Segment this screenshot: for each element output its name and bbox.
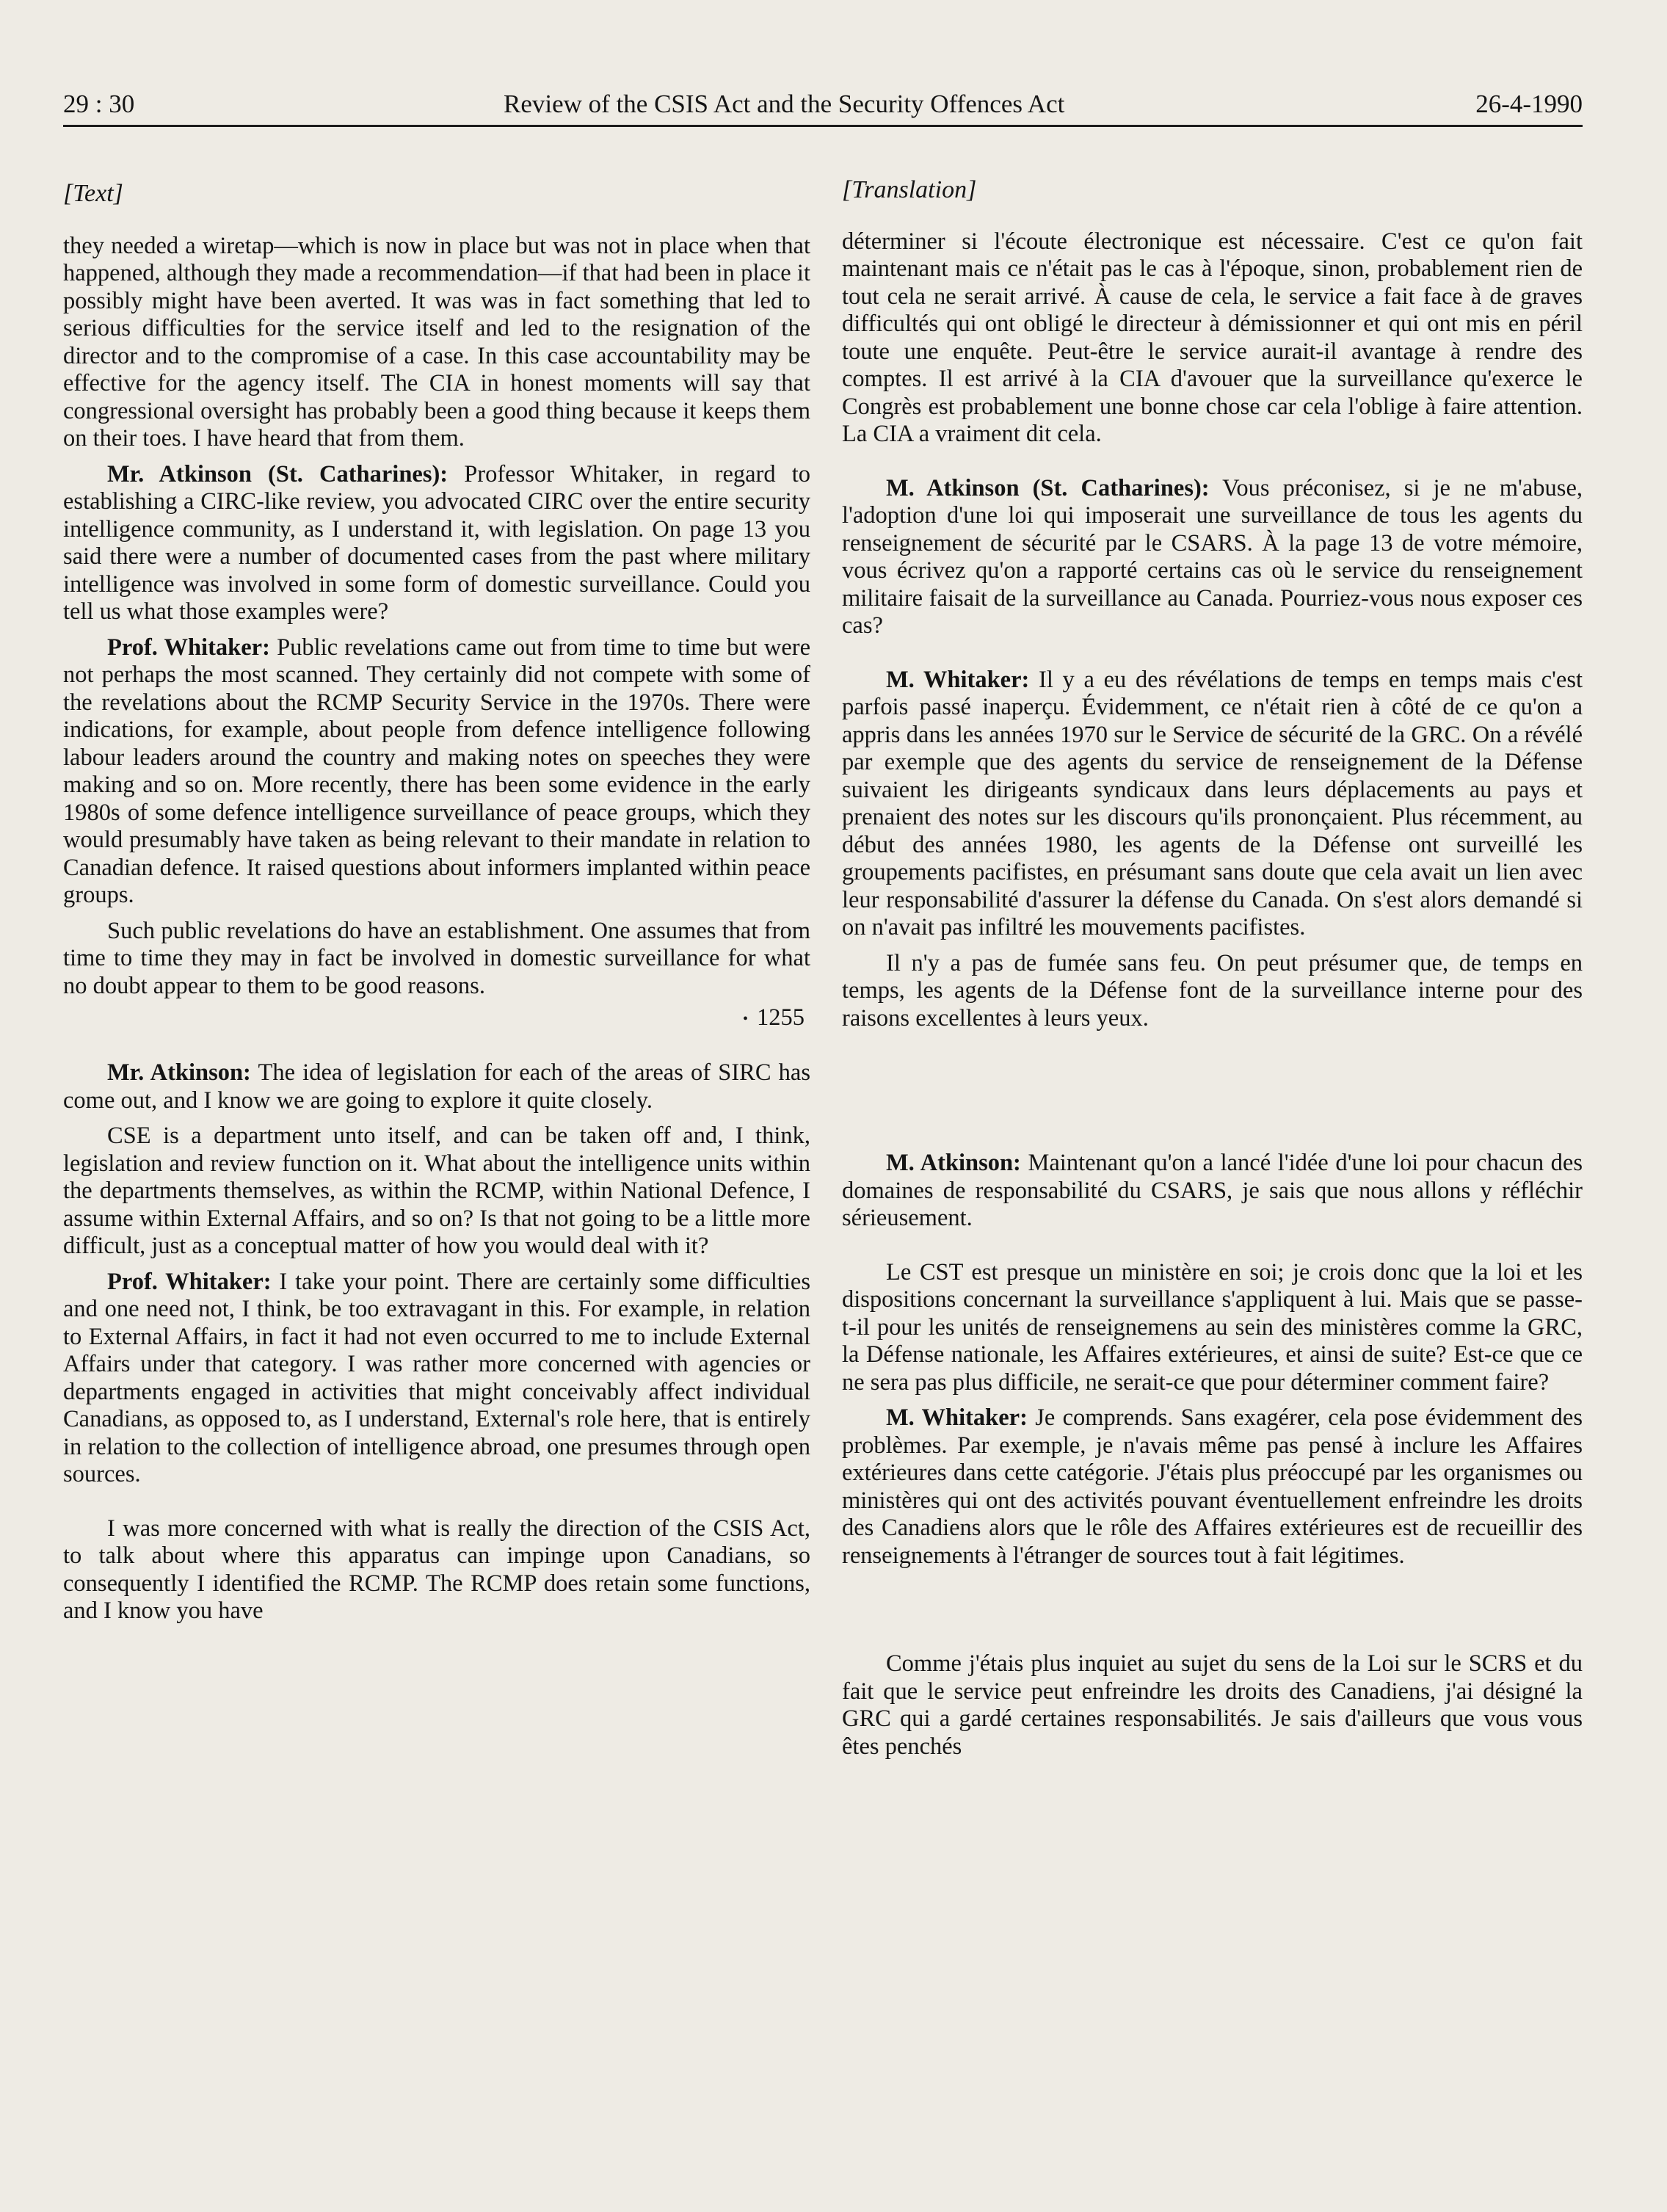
paragraph <box>63 461 810 626</box>
speech-text: Je comprends. Sans exagérer, cela pose évidemment des problèmes. Par exemple, je n'avais même pas pensé à inclure les Affaires extérieures dans cette catégorie. J'étais plus préoccupé par les organismes ou ministères qui ont des activités pouvant éventuellement enfreindre les droits des Canadiens alors que le rôle des Affaires extérieures est de recueillir des renseignements à l'étranger de sources tout à fait légitimes. <box>842 1404 1583 1569</box>
translation-label: [Translation] <box>842 176 977 203</box>
speech-text: Professor Whitaker, in regard to establishing a CIRC-like review, you advocated CIRC over the entire security intelligence community, as I understand it, with legislation. On page 13 you said there were a number of documented cases from the past where military intelligence was involved in some form of domestic surveillance. Could you tell us what those examples were? <box>63 460 810 625</box>
text-label: [Text] <box>63 180 123 207</box>
header-date: 26-4-1990 <box>1475 90 1583 118</box>
speech-text: Maintenant qu'on a lancé l'idée d'une loi pour chacun des domaines de responsabilité du CSARS, je sais que nous allons y réfléchir sérieusement. <box>842 1150 1583 1231</box>
page-header <box>63 79 1583 127</box>
paragraph <box>63 1059 810 1114</box>
paragraph <box>842 1150 1583 1233</box>
speech-text: Public revelations came out from time to time but were not perhaps the most scanned. They certainly did not compete with some of the revelations about the RCMP Security Service in the 1970s. There were indications, for example, about people from defence intelligence following labour leaders around the country and making notes on speeches they were making and so on. More recently, there has been some evidence in the early 1980s of some defence intelligence surveillance of peace groups, which they would presumably have taken as being relevant to their mandate in relation to Canadian defence. It raised questions about informers implanted within peace groups. <box>63 634 810 908</box>
speaker-name: M. Whitaker: <box>886 1404 1028 1431</box>
paragraph <box>842 475 1583 640</box>
bullet-icon: • <box>742 1010 748 1027</box>
paragraph <box>63 1269 810 1489</box>
running-title: Review of the CSIS Act and the Security Offences Act <box>504 90 1065 118</box>
paragraph: déterminer si l'écoute électronique est nécessaire. C'est ce qu'on fait maintenant mais ce n'était pas le cas à l'époque, sinon, probablement rien de tout cela ne serait arrivé. À cause de cela, le service a fait face à de graves difficultés qui ont obligé le directeur à démissionner et qui ont mis en péril toute une enquête. Peut-être le service aurait-il avantage à rendre des comptes. Il est arrivé à la CIA d'avouer que la surveillance qu'exerce le Congrès est probablement une bonne chose car cela l'oblige à faire attention. La CIA a vraiment dit cela. <box>842 228 1583 447</box>
timestamp-value: 1255 <box>757 1004 805 1031</box>
speaker-name: Mr. Atkinson (St. Catharines): <box>107 460 448 487</box>
paragraph <box>842 667 1583 942</box>
speaker-name: Prof. Whitaker: <box>107 634 270 661</box>
french-column <box>842 176 1583 1760</box>
speaker-name: M. Atkinson: <box>886 1150 1021 1176</box>
paragraph: I was more concerned with what is really the direction of the CSIS Act, to talk about where this apparatus can impinge upon Canadians, so consequently I identified the RCMP. The RCMP does retain some functions, and I know you have <box>63 1515 810 1625</box>
paragraph: Comme j'étais plus inquiet au sujet du sens de la Loi sur le SCRS et du fait que le service peut enfreindre les droits des Canadiens, j'ai désigné la GRC qui a gardé certaines responsabilités. Je sais d'ailleurs que vous vous êtes penchés <box>842 1650 1583 1760</box>
paragraph: they needed a wiretap—which is now in place but was not in place when that happened, although they made a recommendation—if that had been in place it possibly might have been averted. It was was in fact something that led to serious difficulties for the service itself and led to the resignation of the director and to the compromise of a case. In this case accountability may be effective for the agency itself. The CIA in honest moments will say that congressional oversight has probably been a good thing because it keeps them on their toes. I have heard that from them. <box>63 232 810 452</box>
speech-text: The idea of legislation for each of the areas of SIRC has come out, and I know we are going to explore it quite closely. <box>63 1059 810 1114</box>
speaker-name: Mr. Atkinson: <box>107 1059 251 1087</box>
speaker-name: M. Atkinson (St. Catharines): <box>886 474 1210 501</box>
timestamp <box>63 1004 810 1033</box>
speech-text: Il y a eu des révélations de temps en temps mais c'est parfois passé inaperçu. Évidemment, ce n'était rien à côté de ce qu'on a appris dans les années 1970 sur le Service de sécurité de la GRC. On a révélé par exemple que des agents du service de renseignement de la Défense suivaient les dirigeants syndicaux dans leurs déplacements au pays et prenaient des notes sur les discours qu'ils prononçaient. Plus récemment, au début des années 1980, les agents de la Défense ont surveillé les groupements pacifistes, en présumant sans doute que cela avait un lien avec leur responsabilité d'assurer la défense du Canada. On s'est alors demandé si on n'avait pas infiltré les mouvements pacifistes. <box>842 666 1583 940</box>
speaker-name: M. Whitaker: <box>886 666 1030 693</box>
page-number: 29 : 30 <box>63 90 135 118</box>
paragraph <box>842 1404 1583 1570</box>
speech-text: Vous préconisez, si je ne m'abuse, l'adoption d'une loi qui imposerait une surveillance de tous les agents du renseignement de sécurité par le CSARS. À la page 13 de votre mémoire, vous écrivez qu'on a rapporté certains cas où le service du renseignement militaire faisait de la surveillance au Canada. Pourriez-vous nous exposer ces cas? <box>842 474 1583 639</box>
paragraph <box>63 634 810 910</box>
paragraph: Il n'y a pas de fumée sans feu. On peut présumer que, de temps en temps, les agents de la Défense font de la surveillance interne pour des raisons excellentes à leurs yeux. <box>842 949 1583 1031</box>
paragraph: CSE is a department unto itself, and can be taken off and, I think, legislation and review function on it. What about the intelligence units within the departments themselves, as within the RCMP, within National Defence, I assume within External Affairs, and so on? Is that not going to be a little more difficult, just as a conceptual matter of how you would deal with it? <box>63 1123 810 1260</box>
paragraph: Such public revelations do have an establishment. One assumes that from time to time they may in fact be involved in domestic surveillance for what no doubt appear to them to be good reasons. <box>63 917 810 999</box>
paragraph: Le CST est presque un ministère en soi; je crois donc que la loi et les dispositions concernant la surveillance s'appliquent à lui. Mais que se passe-t-il pour les unités de renseignemens au sein des ministères comme la GRC, la Défense nationale, les Affaires extérieures, et ainsi de suite? Est-ce que ce ne sera pas plus difficile, ne serait-ce que pour déterminer comment faire? <box>842 1258 1583 1396</box>
speaker-name: Prof. Whitaker: <box>107 1268 272 1295</box>
english-column <box>63 180 810 1625</box>
speech-text: I take your point. There are certainly some difficulties and one need not, I think, be too extravagant in this. For example, in relation to External Affairs, in fact it had not even occurred to me to include External Affairs under that category. I was rather more concerned with agencies or departments engaged in activities that might conceivably affect individual Canadians, as opposed to, as I understand, External's role here, that is entirely in relation to the collection of intelligence abroad, one presumes through open sources. <box>63 1268 810 1488</box>
